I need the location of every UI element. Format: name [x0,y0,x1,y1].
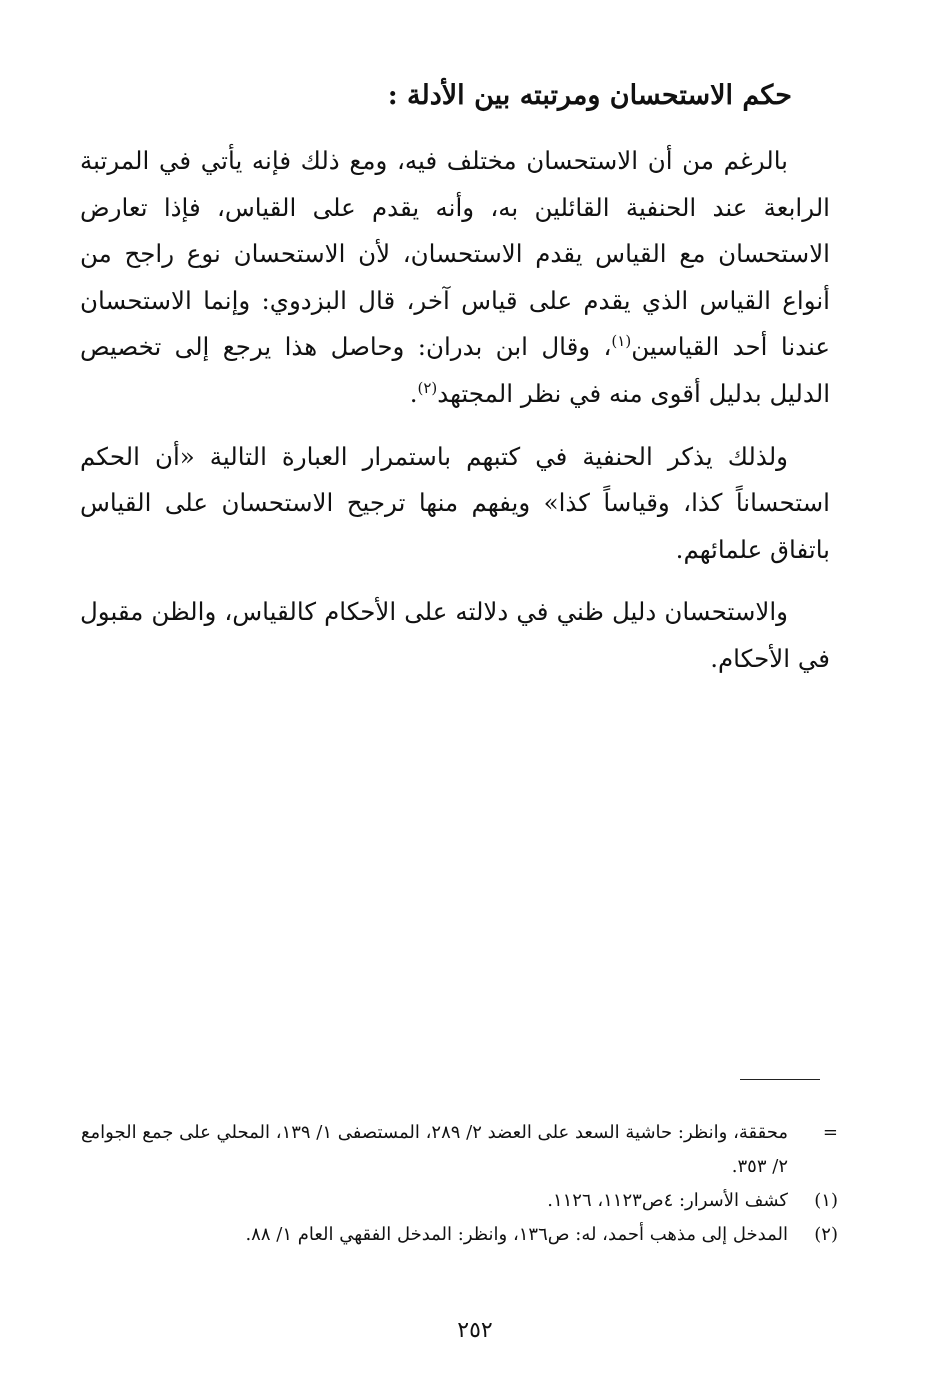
footnote-continuation [78,1116,838,1184]
paragraph-1-text-b: ، وقال ابن بدران: وحاصل هذا يرجع إلى تخصيص الدليل بدليل أقوى منه في نظر المجتهد [80,332,830,408]
paragraph-1-text-a: بالرغم من أن الاستحسان مختلف فيه، ومع ذلك فإنه يأتي في المرتبة الرابعة عند الحنفية القائلين به، وأنه يقدم على القياس، فإذا تعارض الاستحسان مع القياس يقدم الاستحسان، لأن الاستحسان نوع راجح من أنواع القياس الذي يقدم على قياس آخر، قال البزدوي: وإنما الاستحسان عندنا أحد القياسين [80,146,831,362]
footnote-reference-2: (٢) [417,378,438,397]
footnote-text: كشف الأسرار: ٤ص١١٢٣، ١١٢٦. [547,1190,788,1211]
footnote-separator [740,1079,820,1080]
footnote-marker: (١) [814,1190,838,1211]
footnote-text: محققة، وانظر: حاشية السعد على العضد ٢/ ٢٨٩، المستصفى ١/ ١٣٩، المحلي على جمع الجوامع ٢/ ٣٥٣. [80,1122,788,1177]
paragraph-2: ولذلك يذكر الحنفية في كتبهم باستمرار العبارة التالية «أن الحكم استحساناً كذا، وقياساً كذا» ويفهم منها ترجيح الاستحسان على القياس باتفاق علمائهم. [80,441,830,564]
footnote-reference-1: (١) [611,332,632,351]
footnote-text: المدخل إلى مذهب أحمد، له: ص١٣٦، وانظر: المدخل الفقهي العام ١/ ٨٨. [245,1224,788,1245]
section-heading: حكم الاستحسان ومرتبته بين الأدلة : [387,80,792,111]
footnote-1 [78,1184,838,1218]
main-body-text [80,138,830,699]
footnote-2 [78,1218,838,1252]
footnote-marker: = [822,1122,838,1143]
footnote-marker: (٢) [814,1224,838,1245]
paragraph-1-text-c: . [409,378,418,408]
page-number: ٢٥٢ [457,1318,493,1343]
paragraph-3: والاستحسان دليل ظني في دلالته على الأحكام كالقياس، والظن مقبول في الأحكام. [80,597,830,673]
footnotes [78,1116,838,1252]
paragraph-1 [80,138,830,418]
